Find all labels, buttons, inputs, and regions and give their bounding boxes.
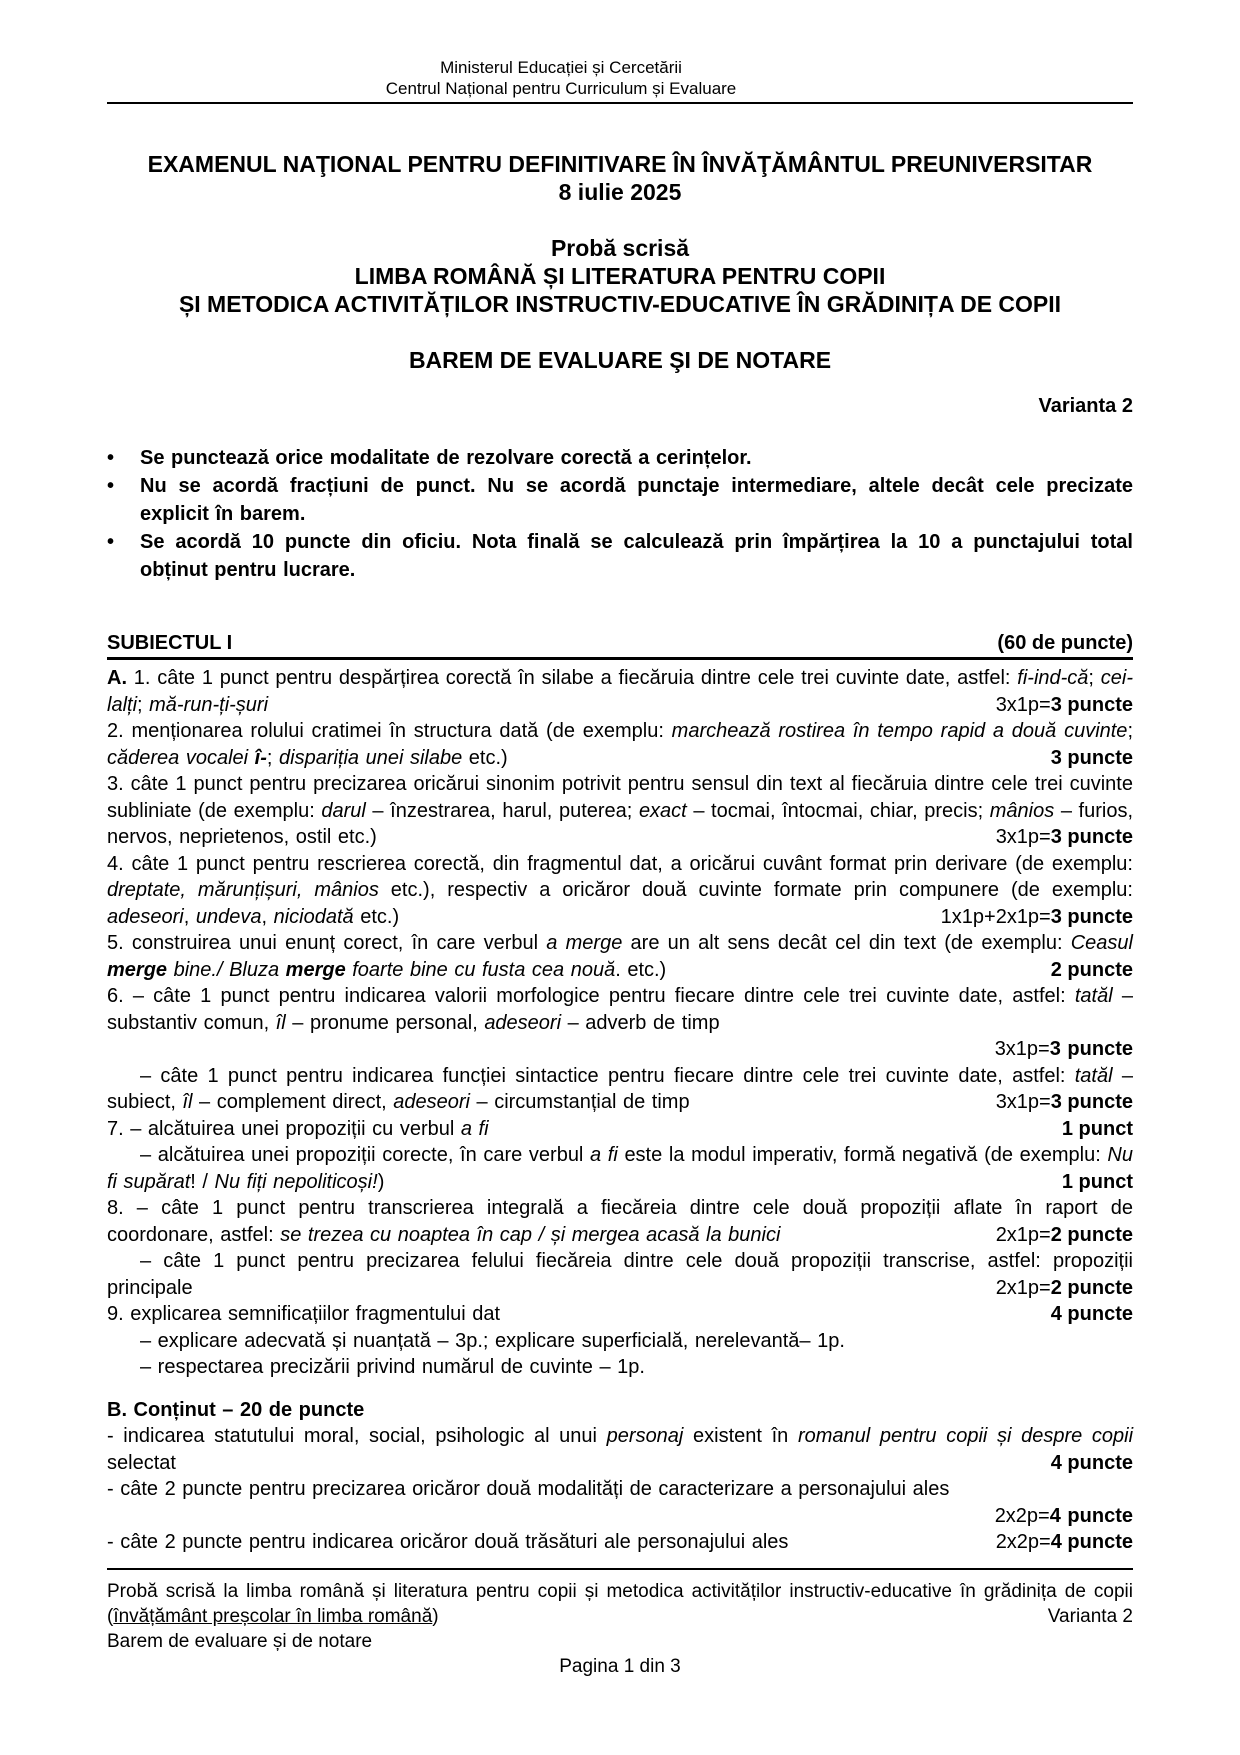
text-segment: selectat xyxy=(107,1451,176,1474)
text-segment: merge xyxy=(285,958,346,981)
text-segment: – respectarea precizării privind numărul de cuvinte – 1p. xyxy=(140,1356,645,1378)
text-segment: – explicare adecvată și nuanțată – 3p.; explicare superficială, nerelevantă– 1p. xyxy=(140,1329,845,1352)
header-divider xyxy=(107,102,1133,104)
item-text xyxy=(140,1330,845,1352)
footer-divider xyxy=(107,1568,1133,1570)
score-line: 3x1p=3 puncte xyxy=(994,1038,1133,1060)
text-segment: a fi xyxy=(590,1144,618,1166)
barem-item xyxy=(107,1476,1133,1503)
note-item xyxy=(107,444,1133,472)
text-segment: este la modul imperativ, formă negativă (de exemplu: xyxy=(617,1144,1108,1166)
page-number: Pagina 1 din 3 xyxy=(559,1656,681,1677)
text-segment: 8. – câte 1 punct pentru transcrierea integrală a fiecăreia dintre cele două propoziții aflate în raport de coordonare, astfel: xyxy=(107,1197,1133,1246)
item-text xyxy=(140,1356,645,1378)
text-segment: – câte 1 punct pentru indicarea funcției sintactice pentru fiecare dintre cele trei cuvinte date, astfel: xyxy=(140,1064,1075,1087)
text-segment: 1. câte 1 punct pentru despărțirea corectă în silabe a fiecăruia dintre cele trei cuvinte date, astfel: xyxy=(133,667,1018,689)
text-segment: marchează rostirea în tempo rapid a două cuvinte xyxy=(671,720,1128,742)
item-score: 4 puncte xyxy=(1050,1451,1133,1474)
text-segment: ; xyxy=(1088,667,1101,689)
text-segment: . etc.) xyxy=(615,958,667,981)
text-segment: – alcătuirea unei propoziții corecte, în care verbul xyxy=(140,1144,591,1166)
item-score: 3x1p=3 puncte xyxy=(995,826,1133,848)
text-segment: - câte 2 puncte pentru precizarea oricăror două modalități de caracterizare a personajului ales xyxy=(107,1478,950,1500)
text-segment: romanul pentru copii și despre copii xyxy=(797,1425,1134,1447)
footer-variant: Varianta 2 xyxy=(1047,1606,1133,1627)
item-text xyxy=(107,667,1133,716)
text-segment: ! / xyxy=(190,1170,215,1193)
text-segment: – câte 1 punct pentru precizarea felului fiecăreia dintre cele două propoziții transcrise, astfel: propoziții principale xyxy=(107,1250,1133,1299)
barem-items xyxy=(107,665,1133,1556)
text-segment: – subiect, xyxy=(107,1064,1133,1113)
text-segment: undeva xyxy=(195,905,262,928)
barem-item xyxy=(107,1116,1133,1143)
item-text xyxy=(107,1197,1133,1246)
item-score: 2x1p=2 puncte xyxy=(995,1223,1133,1246)
barem-item xyxy=(107,718,1133,771)
text-segment: ) xyxy=(432,1606,439,1627)
item-score: 1 punct xyxy=(1061,1117,1133,1140)
item-score: 2x2p=4 puncte xyxy=(995,1531,1133,1553)
subject-title-line2: ȘI METODICA ACTIVITĂȚILOR INSTRUCTIV-EDUCATIVE ÎN GRĂDINIȚA DE COPII xyxy=(178,291,1062,317)
text-segment: – pronume personal, xyxy=(285,1011,485,1034)
barem-title: BAREM DE EVALUARE ŞI DE NOTARE xyxy=(408,347,832,373)
item-score: 2 puncte xyxy=(1050,958,1133,981)
ministry-header xyxy=(107,57,1015,99)
proba-scrisa-title: Probă scrisă xyxy=(550,235,690,261)
text-segment: Nu fi supărat xyxy=(107,1144,1133,1193)
text-segment: 3. câte 1 punct pentru precizarea oricărui sinonim potrivit pentru sensul din text al fiecăruia dintre cele trei cuvinte subliniate (de exemplu: xyxy=(107,773,1133,822)
text-segment: – înzestrarea, harul, puterea; xyxy=(365,799,639,822)
text-segment: – circumstanțial de timp xyxy=(469,1091,690,1113)
text-segment: etc.) xyxy=(353,905,400,928)
text-segment: merge xyxy=(107,958,168,981)
section-b-heading xyxy=(107,1397,1133,1424)
item-score: 1x1p+2x1p=3 puncte xyxy=(940,905,1133,928)
text-segment: mă-run-ți-șuri xyxy=(149,693,269,716)
footer-note-text xyxy=(107,1581,1133,1627)
text-segment: ) xyxy=(377,1170,385,1193)
barem-item xyxy=(107,1529,1133,1556)
text-segment: etc.) xyxy=(462,746,508,769)
text-segment: Probă scrisă la limba română și literatura pentru copii și metodica activităților instructiv-educative în grădinița de copii ( xyxy=(107,1581,1133,1627)
text-segment: A. xyxy=(107,667,134,689)
note-text: Nu se acordă fracțiuni de punct. Nu se acordă punctaje intermediare, altele decât cele precizate explicit în barem. xyxy=(140,475,1133,525)
text-segment: tatăl xyxy=(1074,985,1113,1007)
bullet-icon: • xyxy=(107,447,115,469)
text-segment: foarte bine cu fusta cea nouă xyxy=(345,958,616,981)
barem-item xyxy=(107,930,1133,983)
barem-item xyxy=(107,851,1133,931)
barem-item xyxy=(107,1063,1133,1116)
text-segment: – tocmai, întocmai, chiar, precis; xyxy=(686,799,990,822)
text-segment: Nu fiți nepoliticoși! xyxy=(214,1170,378,1193)
spacer xyxy=(107,1381,1133,1397)
text-segment: căderea vocalei xyxy=(107,746,255,769)
ministry-line1: Ministerul Educației și Cercetării xyxy=(440,58,682,77)
barem-item xyxy=(107,983,1133,1036)
text-segment: ; xyxy=(137,693,150,716)
note-item xyxy=(107,528,1133,584)
text-segment: niciodată xyxy=(273,905,354,928)
title-block xyxy=(107,150,1133,374)
item-score: 1 punct xyxy=(1061,1170,1133,1193)
text-segment: are un alt sens decât cel din text (de exemplu: xyxy=(622,932,1071,954)
text-segment: , xyxy=(261,905,274,928)
footer-note xyxy=(107,1579,1133,1629)
barem-item xyxy=(107,771,1133,851)
text-segment: 6. – câte 1 punct pentru indicarea valorii morfologice pentru fiecare dintre cele trei cuvinte date, astfel: xyxy=(107,985,1075,1007)
item-text xyxy=(107,932,1133,981)
text-segment: î- xyxy=(254,746,267,769)
text-segment: – furios, nervos, neprietenos, ostil etc.) xyxy=(107,799,1134,848)
text-segment: îl xyxy=(275,1011,286,1034)
text-segment: 4. câte 1 punct pentru rescrierea corectă, din fragmentul dat, a oricărui cuvânt format prin derivare (de exemplu: xyxy=(107,852,1133,875)
exam-date: 8 iulie 2025 xyxy=(558,179,682,205)
text-segment: a fi xyxy=(460,1117,489,1140)
subject1-heading: SUBIECTUL I xyxy=(107,632,233,654)
barem-item xyxy=(107,1195,1133,1248)
text-segment: B. Conținut – 20 de puncte xyxy=(107,1398,365,1421)
general-notes xyxy=(107,444,1133,584)
text-segment: se trezea cu noaptea în cap / și mergea acasă la bunici xyxy=(280,1223,781,1246)
text-segment: – adverb de timp xyxy=(561,1011,720,1034)
text-segment: dreptate, mărunțișuri, mânios xyxy=(107,879,379,901)
score-line: 2x2p=4 puncte xyxy=(994,1504,1133,1527)
item-score: 3x1p=3 puncte xyxy=(995,1091,1133,1113)
item-text xyxy=(107,1399,364,1421)
text-segment: adeseori xyxy=(484,1011,562,1034)
subject-title-line1: LIMBA ROMÂNĂ ȘI LITERATURA PENTRU COPII xyxy=(354,263,886,289)
text-segment: îl xyxy=(182,1091,193,1113)
page-footer xyxy=(107,1568,1133,1679)
text-segment: adeseori xyxy=(393,1091,470,1113)
item-text xyxy=(107,773,1133,848)
spacer xyxy=(107,206,1133,234)
text-segment: mânios xyxy=(989,799,1055,822)
barem-item xyxy=(107,1423,1133,1476)
subject1-heading-row xyxy=(107,630,1133,660)
variant-label: Varianta 2 xyxy=(1038,395,1133,417)
item-text xyxy=(107,1118,489,1140)
item-score: 4 puncte xyxy=(1050,1303,1133,1325)
item-text xyxy=(107,985,1133,1034)
text-segment: existent în xyxy=(683,1425,798,1447)
footer-barem-line: Barem de evaluare și de notare xyxy=(107,1631,373,1652)
note-text: Se punctează orice modalitate de rezolvare corectă a cerințelor. xyxy=(140,447,752,469)
text-segment: exact xyxy=(638,799,687,822)
item-text xyxy=(107,1425,1133,1474)
text-segment: 2. menționarea rolului cratimei în structura dată (de exemplu: xyxy=(107,720,672,742)
text-segment: fi-ind-că xyxy=(1017,667,1089,689)
text-segment: – substantiv comun, xyxy=(107,985,1133,1034)
item-score: 3 puncte xyxy=(1050,746,1133,769)
text-segment: , xyxy=(183,905,196,928)
text-segment: 5. construirea unui enunț corect, în care verbul xyxy=(107,932,547,954)
text-segment: etc.), respectiv a oricăror două cuvinte formate prin compunere (de exemplu: xyxy=(378,879,1133,901)
text-segment: dispariția unei silabe xyxy=(279,746,463,769)
text-segment: Ceasul xyxy=(1070,932,1133,954)
note-text: Se acordă 10 puncte din oficiu. Nota finală se calculează prin împărțirea la 10 a punctajului total obținut pentru lucrare. xyxy=(140,531,1133,581)
text-segment: a merge xyxy=(546,932,623,954)
text-segment: adeseori xyxy=(107,905,184,928)
subject1-points: (60 de puncte) xyxy=(997,632,1133,654)
barem-item xyxy=(107,1301,1133,1328)
text-segment: ; xyxy=(1127,720,1133,742)
item-text xyxy=(107,1478,949,1500)
text-segment: - indicarea statutului moral, social, psihologic al unui xyxy=(107,1425,607,1447)
text-segment: cei-lalți xyxy=(107,667,1133,716)
item-text xyxy=(107,720,1133,769)
barem-item xyxy=(107,1328,1133,1355)
item-text xyxy=(107,1531,788,1553)
bullet-icon: • xyxy=(107,531,115,553)
text-segment: învățământ preșcolar în limba română xyxy=(113,1606,433,1627)
text-segment: - câte 2 puncte pentru indicarea oricăror două trăsături ale personajului ales xyxy=(107,1531,789,1553)
item-score: 3x1p=3 puncte xyxy=(995,693,1133,716)
text-segment: 9. explicarea semnificațiilor fragmentului dat xyxy=(107,1303,501,1325)
barem-item xyxy=(107,1354,1133,1381)
spacer xyxy=(107,318,1133,346)
barem-item xyxy=(107,1142,1133,1195)
text-segment: personaj xyxy=(606,1425,684,1447)
text-segment: – complement direct, xyxy=(192,1091,394,1113)
exam-title: EXAMENUL NAŢIONAL PENTRU DEFINITIVARE ÎN ÎNVĂŢĂMÂNTUL PREUNIVERSITAR xyxy=(147,151,1093,177)
bullet-icon: • xyxy=(107,475,115,497)
item-score: 2x1p=2 puncte xyxy=(995,1276,1133,1299)
text-segment: darul xyxy=(321,799,366,822)
text-segment: 7. – alcătuirea unei propoziții cu verbul xyxy=(107,1117,461,1140)
text-segment: ; xyxy=(266,746,279,769)
note-item xyxy=(107,472,1133,528)
barem-item xyxy=(107,665,1133,718)
ministry-line2: Centrul Național pentru Curriculum și Evaluare xyxy=(385,79,737,98)
item-text xyxy=(107,1303,500,1325)
barem-item xyxy=(107,1248,1133,1301)
text-segment: bine./ Bluza xyxy=(167,958,286,981)
item-text xyxy=(107,1144,1133,1193)
text-segment: tatăl xyxy=(1074,1064,1113,1087)
